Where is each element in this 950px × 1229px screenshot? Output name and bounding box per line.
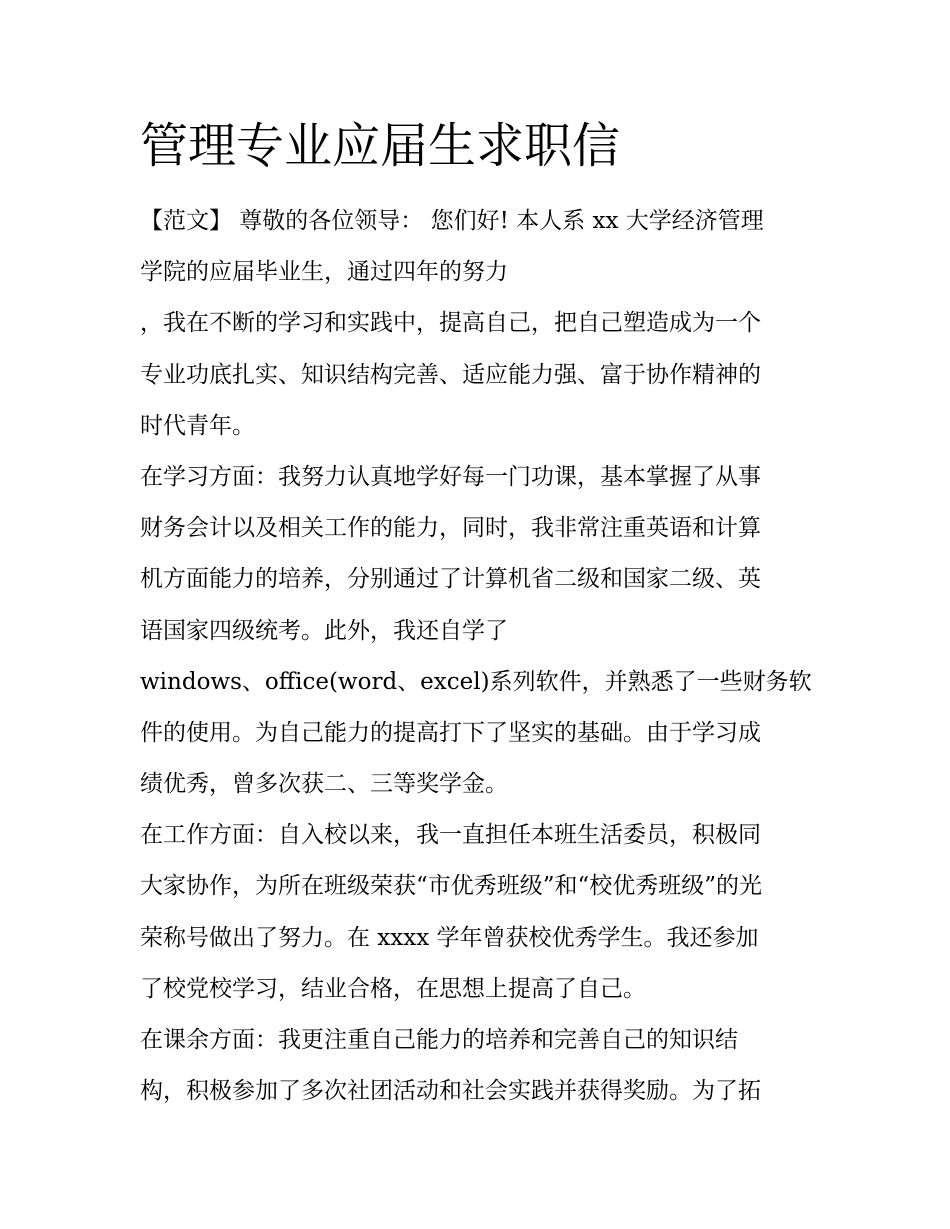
body-line: 学院的应届毕业生，通过四年的努力 xyxy=(140,259,508,286)
body-line: 大家协作，为所在班级荣获“市优秀班级”和“校优秀班级”的光 xyxy=(140,873,763,900)
body-line: 件的使用。为自己能力的提高打下了坚实的基础。由于学习成 xyxy=(140,719,761,746)
body-line: 绩优秀，曾多次获二、三等奖学金。 xyxy=(140,771,508,798)
body-line: 在学习方面：我努力认真地学好每一门功课，基本掌握了从事 xyxy=(140,463,761,490)
body-line: 在工作方面：自入校以来，我一直担任本班生活委员，积极同 xyxy=(140,822,761,849)
body-line: 语国家四级统考。此外，我还自学了 xyxy=(140,617,508,644)
body-line: 构，积极参加了多次社团活动和社会实践并获得奖励。为了拓 xyxy=(140,1078,761,1105)
body-line: 荣称号做出了努力。在 xxxx 学年曾获校优秀学生。我还参加 xyxy=(140,924,759,951)
body-line: ，我在不断的学习和实践中，提高自己，把自己塑造成为一个 xyxy=(140,310,761,337)
body-line: windows、office(word、excel)系列软件，并熟悉了一些财务软 xyxy=(140,668,812,695)
body-line: 机方面能力的培养，分别通过了计算机省二级和国家二级、英 xyxy=(140,566,761,593)
body-line: 专业功底扎实、知识结构完善、适应能力强、富于协作精神的 xyxy=(140,361,761,388)
body-line: 财务会计以及相关工作的能力，同时，我非常注重英语和计算 xyxy=(140,515,761,542)
body-line: 时代青年。 xyxy=(140,412,255,439)
document-title: 管理专业应届生求职信 xyxy=(140,118,621,174)
body-line: 在课余方面：我更注重自己能力的培养和完善自己的知识结 xyxy=(140,1027,738,1053)
body-line: 了校党校学习，结业合格，在思想上提高了自己。 xyxy=(140,975,646,1002)
body-line: 【范文】 尊敬的各位领导： 您们好! 本人系 xx 大学经济管理 xyxy=(140,208,764,234)
document-body xyxy=(140,196,820,1117)
